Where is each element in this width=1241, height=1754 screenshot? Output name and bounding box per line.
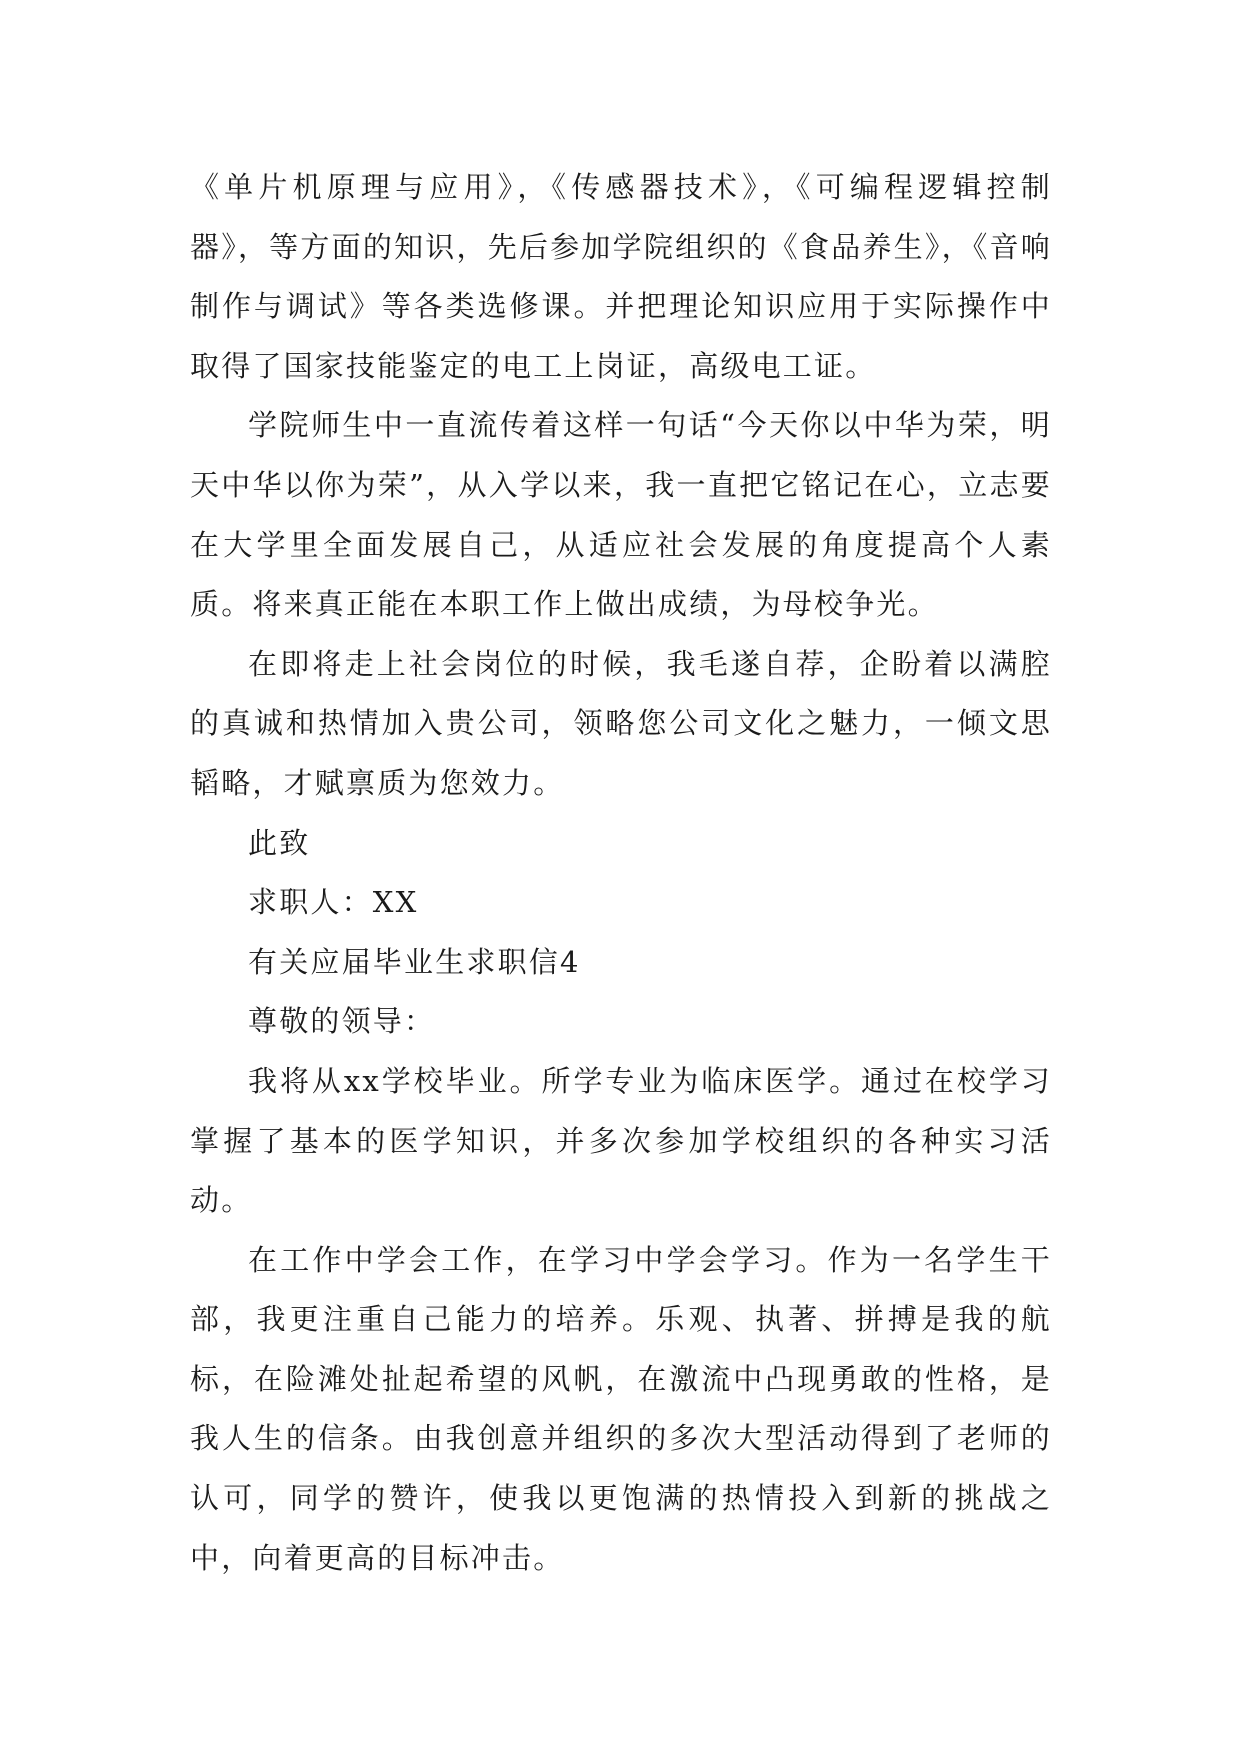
applicant-signature: 求职人：XX (248, 885, 419, 920)
paragraph-courses: 《单片机原理与应用》，《传感器技术》，《可编程逻辑控制器》，等方面的知识，先后参加学院组织的《食品养生》，《音响制作与调试》等各类选修课。并把理论知识应用于实际操作中取得了国家技能鉴定的电工上岗证，高级电工证。 (190, 170, 1052, 383)
section-heading: 有关应届毕业生求职信4 (248, 944, 581, 979)
closing-salutation: 此致 (248, 825, 311, 860)
document-body (190, 158, 1052, 1588)
greeting: 尊敬的领导： (248, 1004, 436, 1039)
paragraph-self-recommendation: 在即将走上社会岗位的时候，我毛遂自荐，企盼着以满腔的真诚和热情加入贵公司，领略您公司文化之魅力，一倾文思韬略，才赋禀质为您效力。 (190, 646, 1052, 800)
paragraph-motto: 学院师生中一直流传着这样一句话“今天你以中华为荣，明天中华以你为荣”，从入学以来，我一直把它铭记在心，立志要在大学里全面发展自己，从适应社会发展的角度提高个人素质。将来真正能在本职工作上做出成绩，为母校争光。 (190, 408, 1052, 622)
paragraph-education: 我将从xx学校毕业。所学专业为临床医学。通过在校学习掌握了基本的医学知识，并多次参加学校组织的各种实习活动。 (190, 1063, 1052, 1218)
paragraph-experience: 在工作中学会工作，在学习中学会学习。作为一名学生干部，我更注重自己能力的培养。乐观、执著、拼搏是我的航标，在险滩处扯起希望的风帆，在激流中凸现勇敢的性格，是我人生的信条。由我创意并组织的多次大型活动得到了老师的认可，同学的赞许，使我以更饱满的热情投入到新的挑战之中，向着更高的目标冲击。 (190, 1242, 1052, 1575)
